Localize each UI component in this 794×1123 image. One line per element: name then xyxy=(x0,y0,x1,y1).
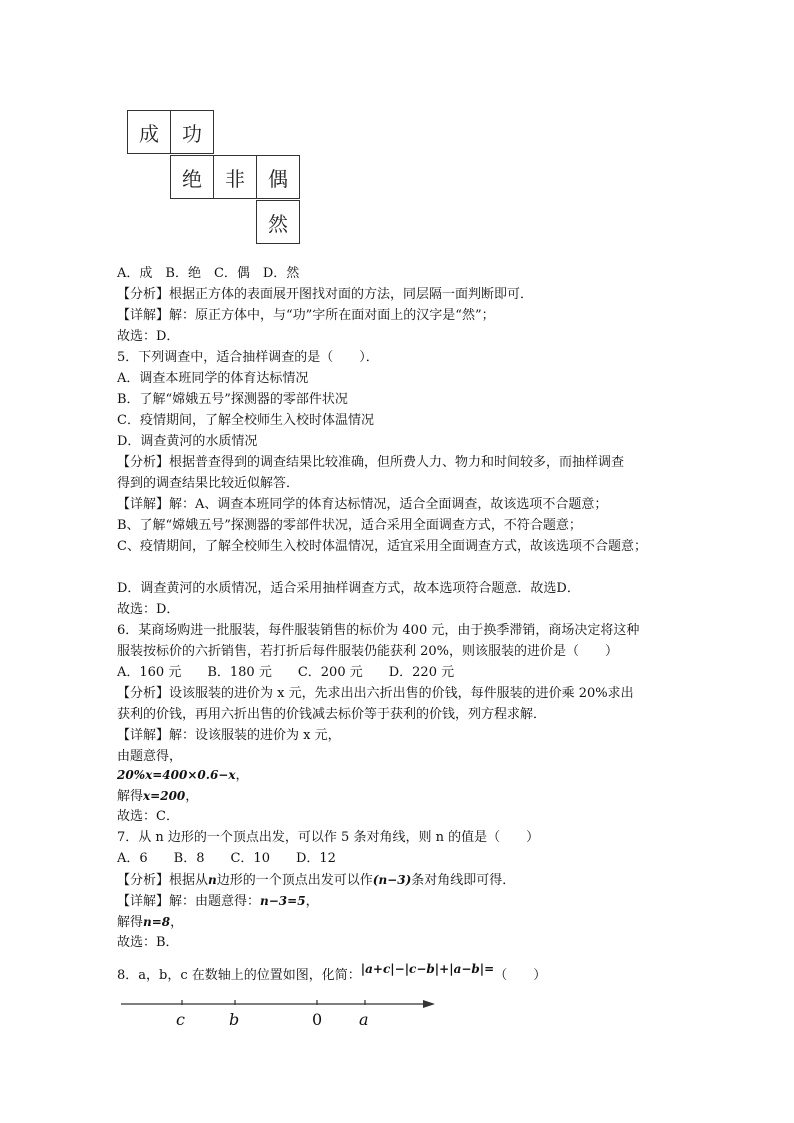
net-cell-text: 成 xyxy=(139,121,159,146)
q6-analysis-cont: 获利的价钱，再用六折出售的价钱减去标价等于获利的价钱，列方程求解． xyxy=(117,707,547,722)
q6-analysis: 【分析】设该服装的进价为 x 元，先求出出六折出售的价钱，每件服装的进价乘 20%求出 xyxy=(117,686,634,701)
q6-stem: 6．某商场购进一批服装，每件服装销售的标价为 400 元，由于换季滞销，商场决定将这种 xyxy=(117,623,640,638)
q7-analysis-suffix: 条对角线即可得． xyxy=(411,873,516,888)
q6-solution: x=200 xyxy=(143,789,186,803)
q7-analysis-prefix: 【分析】根据从 xyxy=(117,873,209,888)
axis-label-zero: 0 xyxy=(312,1010,323,1029)
q7-analysis-line xyxy=(117,871,515,890)
q7-solve-prefix: 解得 xyxy=(117,915,144,930)
q5-option-d: D．调查黄河的水质情况 xyxy=(117,434,258,449)
net-cell-text: 非 xyxy=(225,166,245,191)
q5-option-b: B．了解“嫦娥五号”探测器的零部件状况 xyxy=(117,392,348,407)
q8-stem-suffix: （ ） xyxy=(494,968,547,983)
q5-option-c: C．疫情期间，了解全校师生入校时体温情况 xyxy=(117,413,374,428)
q8-expression: |a+c|−|c−b|+|a−b|= xyxy=(360,962,495,976)
q5-detail-a: 【详解】解：A、调查本班同学的体育达标情况，适合全面调查，故该选项不合题意； xyxy=(117,497,608,512)
number-line-figure xyxy=(117,996,447,1036)
q6-step: 由题意得， xyxy=(117,749,183,764)
axis-label-b: b xyxy=(229,1010,240,1029)
q7-analysis-n: n xyxy=(208,873,217,887)
q5-answer: 故选：D． xyxy=(117,602,180,617)
net-cell xyxy=(213,155,257,199)
q6-answer: 故选：C． xyxy=(117,809,179,824)
q6-solve-prefix: 解得 xyxy=(117,789,144,804)
q5-analysis-cont: 得到的调查结果比较近似解答． xyxy=(117,476,300,491)
q7-answer: 故选：B． xyxy=(117,935,179,950)
q5-option-a: A．调查本班同学的体育达标情况 xyxy=(117,371,309,386)
q7-solve-line: 解得n=8， xyxy=(117,915,184,930)
net-cell xyxy=(256,200,300,244)
axis-arrow-icon xyxy=(423,1000,435,1008)
q7-solution: n=8 xyxy=(143,915,171,929)
q6-stem-cont: 服装按标价的六折销售，若打折后每件服装仍能获利 20%，则该服装的进价是（ ） xyxy=(117,644,619,659)
q8-stem-line xyxy=(117,962,547,985)
net-cell xyxy=(256,155,300,199)
q4-detail: 【详解】解：原正方体中，与“功”字所在面对面上的汉字是“然”； xyxy=(117,308,495,323)
q4-options: A．成 B．绝 C．偶 D．然 xyxy=(117,266,300,281)
q7-detail-prefix: 【详解】解：由题意得： xyxy=(117,894,261,909)
q5-detail-d: D．调查黄河的水质情况，适合采用抽样调查方式，故本选项符合题意．故选D． xyxy=(117,581,580,596)
q4-analysis: 【分析】根据正方体的表面展开图找对面的方法，同层隔一面判断即可． xyxy=(117,287,534,302)
q6-solve-line: 解得x=200， xyxy=(117,789,199,804)
number-line-axis xyxy=(117,996,447,1012)
q6-equation: 20%x=400×0.6−x xyxy=(117,768,236,782)
axis-label-a: a xyxy=(359,1010,369,1029)
axis-label-c: c xyxy=(176,1010,185,1029)
q7-analysis-expr: (n−3) xyxy=(372,873,412,887)
q5-analysis: 【分析】根据普查得到的调查结果比较准确，但所费人力、物力和时间较多，而抽样调查 xyxy=(117,455,625,470)
q6-detail: 【详解】解：设该服装的进价为 x 元， xyxy=(117,728,341,743)
q5-detail-b: B、了解“嫦娥五号”探测器的零部件状况，适合采用全面调查方式，不符合题意； xyxy=(117,518,582,533)
net-cell-text: 然 xyxy=(268,211,288,236)
q4-answer: 故选：D． xyxy=(117,329,180,344)
net-cell-text: 功 xyxy=(182,121,202,146)
net-cell xyxy=(170,110,214,154)
q6-options: A．160 元 B．180 元 C．200 元 D．220 元 xyxy=(117,665,455,680)
q5-detail-c: C、疫情期间，了解全校师生入校时体温情况，适宜采用全面调查方式，故该选项不合题意； xyxy=(117,539,647,554)
q7-analysis-mid: 边形的一个顶点出发可以作 xyxy=(216,873,373,888)
q6-equation-line: 20%x=400×0.6−x， xyxy=(117,768,249,783)
net-cell xyxy=(170,155,214,199)
net-cell-text: 绝 xyxy=(182,166,202,191)
q7-detail-line: 【详解】解：由题意得：n−3=5， xyxy=(117,894,319,909)
net-cell-text: 偶 xyxy=(268,166,288,191)
net-cell xyxy=(127,110,171,154)
q5-stem: 5．下列调查中，适合抽样调查的是（ ）． xyxy=(117,350,379,365)
q7-options: A．6 B．8 C．10 D．12 xyxy=(117,851,336,866)
q7-detail-eq: n−3=5 xyxy=(260,894,306,908)
q8-stem-prefix: 8．a，b，c 在数轴上的位置如图，化简： xyxy=(117,968,361,983)
q7-stem: 7．从 n 边形的一个顶点出发，可以作 5 条对角线，则 n 的值是（ ） xyxy=(117,830,540,845)
